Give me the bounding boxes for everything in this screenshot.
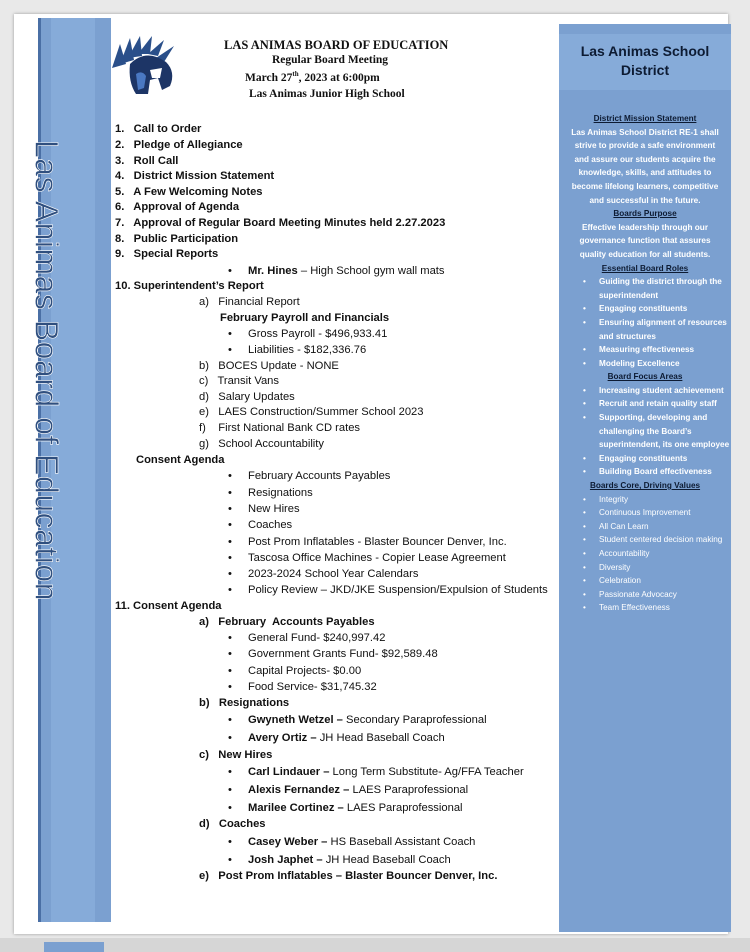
bullet: • bbox=[228, 487, 232, 499]
agenda-line-text: a) Financial Report bbox=[199, 296, 300, 308]
bottom-tab bbox=[44, 942, 104, 952]
agenda-line bbox=[199, 390, 295, 404]
agenda-line-text: e) Post Prom Inflatables – Blaster Bouncer Denver, Inc. bbox=[199, 870, 498, 882]
mission-heading: District Mission Statement bbox=[593, 114, 697, 123]
agenda-line bbox=[115, 169, 274, 183]
agenda-line-text: General Fund- $240,997.42 bbox=[248, 632, 386, 644]
header-date-pre: March 27 bbox=[245, 71, 293, 84]
bullet: • bbox=[228, 265, 232, 277]
bullet: • bbox=[228, 552, 232, 564]
agenda-line bbox=[115, 122, 201, 136]
bullet: • bbox=[228, 802, 232, 814]
agenda-line bbox=[228, 801, 463, 815]
agenda-line bbox=[136, 453, 224, 467]
agenda-line bbox=[228, 551, 506, 565]
bullet: • bbox=[228, 766, 232, 778]
agenda-line-text: HS Baseball Assistant Coach bbox=[327, 836, 476, 848]
values-heading: Boards Core, Driving Values bbox=[589, 481, 701, 491]
bullet: • bbox=[228, 344, 232, 356]
roles-item: • Guiding the district through the superintendent bbox=[599, 275, 731, 302]
values-item: • Team Effectiveness bbox=[599, 601, 731, 615]
agenda-line-text: 3. Roll Call bbox=[115, 155, 179, 167]
agenda-line bbox=[228, 343, 366, 357]
agenda-line bbox=[115, 279, 264, 293]
agenda-line-text: Government Grants Fund- $92,589.48 bbox=[248, 648, 438, 660]
agenda-line-text: Capital Projects- $0.00 bbox=[248, 665, 362, 677]
bullet: • bbox=[228, 328, 232, 340]
agenda-line bbox=[199, 359, 339, 373]
agenda-line-text: c) Transit Vans bbox=[199, 375, 279, 387]
agenda-line-text: 1. Call to Order bbox=[115, 123, 202, 135]
agenda-line-text: LAES Paraprofessional bbox=[349, 784, 469, 796]
header-location: Las Animas Junior High School bbox=[249, 88, 405, 100]
values-item: • Integrity bbox=[599, 493, 731, 507]
agenda-line-text: Resignations bbox=[248, 487, 313, 499]
header-date-sup: th bbox=[292, 70, 299, 78]
agenda-line-name: Avery Ortiz – bbox=[248, 732, 317, 744]
district-sidebar bbox=[559, 24, 731, 932]
agenda-line bbox=[228, 765, 524, 779]
roles-heading: Essential Board Roles bbox=[601, 263, 689, 273]
agenda-line bbox=[228, 731, 445, 745]
agenda-line-text: c) New Hires bbox=[199, 749, 273, 761]
focus-item: • Building Board effectiveness bbox=[599, 465, 731, 479]
agenda-line-text: Consent Agenda bbox=[136, 454, 225, 466]
agenda-line-text: 4. District Mission Statement bbox=[115, 170, 275, 182]
agenda-line-text: Post Prom Inflatables - Blaster Bouncer Denver, Inc. bbox=[248, 536, 507, 548]
header-org: LAS ANIMAS BOARD OF EDUCATION bbox=[224, 38, 449, 52]
agenda-line-text: Secondary Paraprofessional bbox=[342, 714, 487, 726]
agenda-line bbox=[228, 535, 507, 549]
bullet: • bbox=[228, 784, 232, 796]
purpose-text: Effective leadership through our governance function that assures quality education for all students. bbox=[579, 222, 711, 259]
agenda-line bbox=[228, 264, 445, 278]
agenda-line-text: Gross Payroll - $496,933.41 bbox=[248, 328, 388, 340]
agenda-line-name: Gwyneth Wetzel – bbox=[248, 714, 343, 726]
focus-item: • Supporting, developing and challenging the Board’s superintendent, its one employee bbox=[599, 411, 731, 452]
vertical-title-text: Las Animas Board of Education bbox=[28, 140, 65, 601]
agenda-line bbox=[228, 783, 468, 797]
bullet: • bbox=[228, 665, 232, 677]
agenda-line-name: Mr. Hines bbox=[248, 265, 298, 277]
values-item: • All Can Learn bbox=[599, 520, 731, 534]
agenda-line-text: Liabilities - $182,336.76 bbox=[248, 344, 367, 356]
agenda-line bbox=[199, 437, 324, 451]
values-item: • Continuous Improvement bbox=[599, 506, 731, 520]
bullet: • bbox=[228, 836, 232, 848]
agenda-line-text: 10. Superintendent’s Report bbox=[115, 280, 264, 292]
focus-item: • Recruit and retain quality staff bbox=[599, 397, 731, 411]
agenda-line-text: 11. Consent Agenda bbox=[115, 600, 222, 612]
agenda-line-text: 9. Special Reports bbox=[115, 248, 219, 260]
agenda-line-text: – High School gym wall mats bbox=[297, 265, 445, 277]
agenda-line bbox=[115, 138, 243, 152]
agenda-line bbox=[228, 327, 387, 341]
bullet: • bbox=[228, 503, 232, 515]
bullet: • bbox=[228, 519, 232, 531]
values-item: • Diversity bbox=[599, 561, 731, 575]
sidebar-content bbox=[559, 112, 731, 615]
agenda-line bbox=[199, 421, 360, 435]
agenda-line bbox=[220, 311, 389, 325]
agenda-line bbox=[228, 583, 548, 597]
agenda-line-text: Tascosa Office Machines - Copier Lease Agreement bbox=[248, 552, 506, 564]
agenda-line-text: Long Term Substitute- Ag/FFA Teacher bbox=[329, 766, 524, 778]
bullet: • bbox=[228, 470, 232, 482]
agenda-line-text: February Accounts Payables bbox=[248, 470, 391, 482]
agenda-line bbox=[228, 469, 390, 483]
agenda-line-text: JH Head Baseball Coach bbox=[316, 732, 445, 744]
vertical-title bbox=[24, 140, 68, 700]
agenda-line-text: Coaches bbox=[248, 519, 293, 531]
header-meeting: Regular Board Meeting bbox=[272, 54, 389, 66]
agenda-line bbox=[199, 817, 266, 831]
focus-list bbox=[559, 384, 731, 479]
agenda-line-text: JH Head Baseball Coach bbox=[322, 854, 451, 866]
agenda-line bbox=[199, 374, 279, 388]
focus-heading: Board Focus Areas bbox=[607, 372, 683, 382]
agenda-line-text: e) LAES Construction/Summer School 2023 bbox=[199, 406, 424, 418]
values-item: • Celebration bbox=[599, 574, 731, 588]
agenda-line-text: 2023-2024 School Year Calendars bbox=[248, 568, 419, 580]
values-item: • Passionate Advocacy bbox=[599, 588, 731, 602]
document-page bbox=[14, 14, 728, 934]
agenda-line bbox=[115, 185, 263, 199]
agenda-line bbox=[228, 502, 300, 516]
agenda-line bbox=[228, 680, 377, 694]
agenda-line bbox=[228, 567, 418, 581]
roles-item: • Measuring effectiveness bbox=[599, 343, 731, 357]
agenda-line bbox=[115, 216, 445, 230]
sidebar-title: Las Animas School District bbox=[580, 43, 710, 78]
agenda-line-text: f) First National Bank CD rates bbox=[199, 422, 361, 434]
agenda-line-text: d) Coaches bbox=[199, 818, 266, 830]
roles-item: • Ensuring alignment of resources and structures bbox=[599, 316, 731, 343]
agenda-line bbox=[199, 615, 375, 629]
agenda-line bbox=[115, 200, 239, 214]
agenda-line-text: 2. Pledge of Allegiance bbox=[115, 139, 243, 151]
header-date bbox=[245, 70, 380, 84]
roles-item: • Modeling Excellence bbox=[599, 357, 731, 371]
agenda-line-name: Casey Weber – bbox=[248, 836, 328, 848]
agenda-line bbox=[228, 713, 487, 727]
agenda-line bbox=[228, 631, 385, 645]
agenda-line bbox=[199, 295, 300, 309]
agenda-line-name: Alexis Fernandez – bbox=[248, 784, 350, 796]
bullet: • bbox=[228, 732, 232, 744]
agenda-line-text: b) Resignations bbox=[199, 697, 290, 709]
agenda-line bbox=[199, 748, 272, 762]
bullet: • bbox=[228, 584, 232, 596]
bullet: • bbox=[228, 536, 232, 548]
focus-item: • Engaging constituents bbox=[599, 452, 731, 466]
agenda-line-name: Carl Lindauer – bbox=[248, 766, 330, 778]
agenda-line-text: 5. A Few Welcoming Notes bbox=[115, 186, 263, 198]
agenda-line bbox=[115, 599, 222, 613]
agenda-line-text: a) February Accounts Payables bbox=[199, 616, 375, 628]
roles-list bbox=[559, 275, 731, 370]
agenda-line-text: b) BOCES Update - NONE bbox=[199, 360, 339, 372]
agenda-line bbox=[115, 154, 178, 168]
agenda-line-name: Josh Japhet – bbox=[248, 854, 323, 866]
agenda-line-text: New Hires bbox=[248, 503, 300, 515]
agenda-line-text: g) School Accountability bbox=[199, 438, 324, 450]
bullet: • bbox=[228, 632, 232, 644]
spartan-helmet-logo-icon bbox=[106, 34, 190, 100]
bullet: • bbox=[228, 568, 232, 580]
agenda-line bbox=[228, 853, 451, 867]
agenda-line-text: 6. Approval of Agenda bbox=[115, 201, 240, 213]
bullet: • bbox=[228, 714, 232, 726]
bullet: • bbox=[228, 854, 232, 866]
focus-item: • Increasing student achievement bbox=[599, 384, 731, 398]
agenda-line-text: February Payroll and Financials bbox=[220, 312, 390, 324]
values-item: • Accountability bbox=[599, 547, 731, 561]
agenda-line-text: 7. Approval of Regular Board Meeting Minutes held 2.27.2023 bbox=[115, 217, 446, 229]
bullet: • bbox=[228, 648, 232, 660]
agenda-line bbox=[199, 405, 423, 419]
agenda-line bbox=[115, 247, 218, 261]
purpose-heading: Boards Purpose bbox=[613, 209, 677, 219]
agenda-line bbox=[228, 835, 475, 849]
agenda-line bbox=[228, 647, 438, 661]
agenda-line-name: Marilee Cortinez – bbox=[248, 802, 344, 814]
agenda-line bbox=[228, 518, 292, 532]
header-date-post: , 2023 at 6:00pm bbox=[298, 71, 380, 84]
agenda-line-text: d) Salary Updates bbox=[199, 391, 295, 403]
values-list bbox=[559, 493, 731, 615]
agenda-line-text: Food Service- $31,745.32 bbox=[248, 681, 377, 693]
agenda-line-text: 8. Public Participation bbox=[115, 233, 239, 245]
bottom-strip bbox=[0, 938, 750, 952]
agenda-line bbox=[228, 486, 313, 500]
values-item: • Student centered decision making bbox=[599, 533, 731, 547]
agenda-line bbox=[228, 664, 361, 678]
bullet: • bbox=[228, 681, 232, 693]
agenda-line bbox=[199, 869, 497, 883]
roles-item: • Engaging constituents bbox=[599, 302, 731, 316]
mission-text: Las Animas School District RE-1 shall strive to provide a safe environment and assure our students acquire the knowledge, skills, and attitudes to become lifelong learners, competitive and successful in the future. bbox=[571, 127, 719, 205]
agenda-line-text: LAES Paraprofessional bbox=[343, 802, 463, 814]
agenda-line bbox=[115, 232, 238, 246]
agenda-line-text: Policy Review – JKD/JKE Suspension/Expulsion of Students bbox=[248, 584, 548, 596]
agenda-line bbox=[199, 696, 289, 710]
